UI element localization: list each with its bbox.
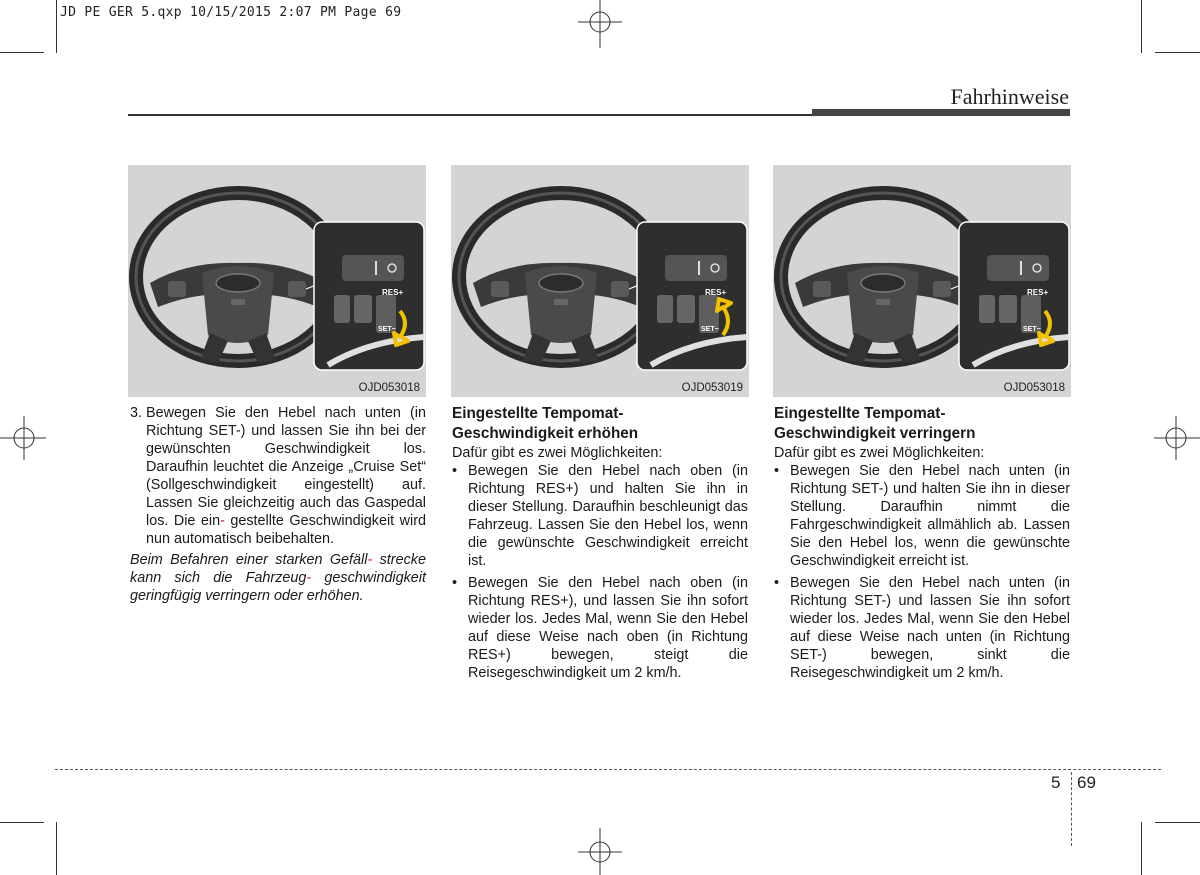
right-switch-cluster [611,281,629,297]
res-label: RES+ [705,288,727,297]
section-title: Fahrhinweise [950,84,1069,109]
airbag-label [876,299,890,305]
inset-middle-knob [677,295,695,323]
inset-top-button [342,255,404,281]
bullet-text: Bewegen Sie den Hebel nach unten (in Richtung SET-) und halten Sie ihn in dieser Stellung. Daraufhin nimmt die Fahrgeschwindigkeit allmählich ab. Lassen Sie den Hebel los, wenn die gewünschte Geschwindigkeit erreicht ist. [790,463,1070,569]
inset-middle-knob [999,295,1017,323]
airbag-label [554,299,568,305]
bullet-item [452,574,748,682]
registration-mark-right [1154,408,1200,468]
heading-decrease-speed [774,404,1070,444]
page-number: 69 [1077,773,1096,792]
figure-steering-wheel-res [451,165,749,397]
inset-top-button [665,255,727,281]
bullet-text: Bewegen Sie den Hebel nach oben (in Richtung RES+) und halten Sie ihn in dieser Stellung. Daraufhin beschleunigt das Fahrzeug. Lassen Sie den Hebel los, wenn die gewünschte Geschwindigkeit erreicht ist. [468,463,748,569]
bullet-icon: • [452,575,458,591]
bullet-item [452,462,748,570]
res-label: RES+ [1027,288,1049,297]
step-text: Bewegen Sie den Hebel nach unten (in Richtung SET-) und lassen Sie ihn bei der gewünschten Geschwindigkeit los. Daraufhin leuchtet die Anzeige „Cruise Set“ (Sollgeschwindigkeit eingestellt) auf. Lassen Sie gleichzeitig auch das Gaspedal los. Die ein- gestellte Geschwindigkeit wird nun automatisch beibehalten. [146,405,427,547]
res-label: RES+ [382,288,404,297]
inset-left-knob [979,295,995,323]
bullet-icon: • [452,463,458,479]
wheel-emblem [539,274,583,292]
heading-line: Eingestellte Tempomat- [774,405,946,422]
numbered-step [130,404,426,548]
airbag-label [231,299,245,305]
heading-line: Geschwindigkeit verringern [774,425,976,442]
figure-code: OJD053019 [681,382,743,394]
registration-mark-left [0,408,46,468]
set-label: SET− [1023,326,1041,333]
heading-line: Geschwindigkeit erhöhen [452,425,639,442]
figure-steering-wheel-set [128,165,426,397]
column-decrease-speed [774,404,1070,682]
bullet-item [774,462,1070,570]
header-rule-thick [812,109,1070,116]
bullet-icon: • [774,463,780,479]
wheel-emblem [216,274,260,292]
column-increase-speed [452,404,748,682]
inset-left-knob [334,295,350,323]
steering-wheel-illustration [773,165,1071,397]
figure-steering-wheel-set-2 [773,165,1071,397]
right-switch-cluster [288,281,306,297]
bullet-icon: • [774,575,780,591]
inset-top-button [987,255,1049,281]
intro-text: Dafür gibt es zwei Möglichkeiten: [452,445,663,461]
steering-wheel-illustration [128,165,426,397]
column-set-speed [130,404,426,605]
figure-code: OJD053018 [358,382,420,394]
set-label: SET− [701,326,719,333]
heading-line: Eingestellte Tempomat- [452,405,624,422]
left-switch-cluster [168,281,186,297]
bullet-text: Bewegen Sie den Hebel nach unten (in Richtung SET-) und lassen Sie ihn sofort wieder los. Jedes Mal, wenn Sie den Hebel auf diese Weise nach unten (in Richtung SET-) bewegen, sinkt die Reisegeschwindigkeit um 2 km/h. [790,575,1070,681]
heading-increase-speed [452,404,748,444]
left-switch-cluster [813,281,831,297]
note-text: Beim Befahren einer starken Gefäll- strecke kann sich die Fahrzeug- geschwindigkeit geringfügig verringern oder erhöhen. [130,552,427,604]
steering-wheel-illustration [451,165,749,397]
wheel-emblem [861,274,905,292]
inset-left-knob [657,295,673,323]
step-number: 3. [130,405,143,421]
right-switch-cluster [933,281,951,297]
section-number: 5 [1051,773,1061,792]
header-rule [128,114,812,116]
page-number-divider [1071,772,1072,846]
bullet-item [774,574,1070,682]
set-label: SET− [378,326,396,333]
inset-middle-knob [354,295,372,323]
intro-text: Dafür gibt es zwei Möglichkeiten: [774,445,985,461]
print-slug: JD PE GER 5.qxp 10/15/2015 2:07 PM Page 69 [60,5,402,20]
footer-rule [55,769,1161,770]
figure-code: OJD053018 [1003,382,1065,394]
registration-mark-bottom [570,828,630,875]
left-switch-cluster [491,281,509,297]
bullet-text: Bewegen Sie den Hebel nach oben (in Richtung RES+), und lassen Sie ihn sofort wieder los. Jedes Mal, wenn Sie den Hebel auf diese Weise nach oben (in Richtung RES+) bewegen, steigt die Reisegeschwindigkeit um 2 km/h. [468,575,748,681]
registration-mark-top [570,0,630,50]
